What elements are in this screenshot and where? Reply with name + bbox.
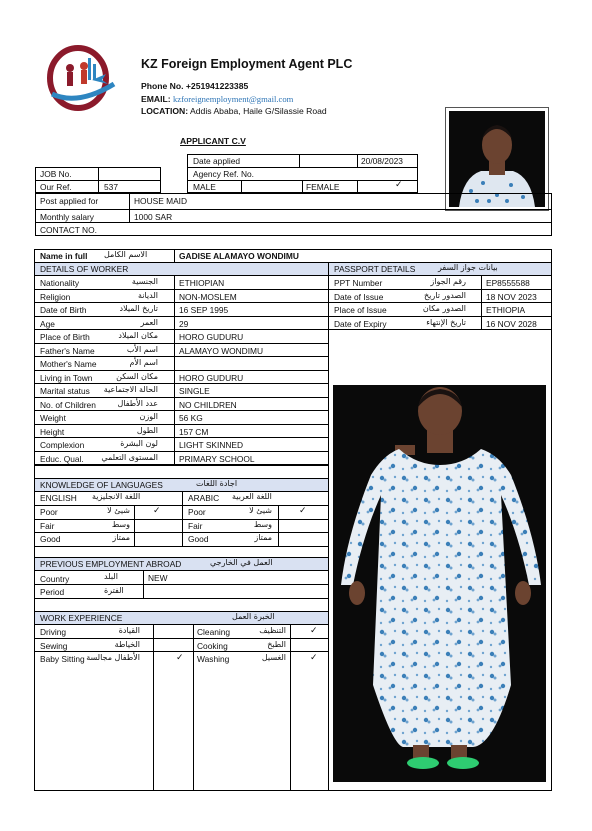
row-divider	[34, 397, 328, 398]
our-ref-value: 537	[104, 182, 118, 192]
female-label: FEMALE	[306, 182, 340, 192]
detail-value: SINGLE	[179, 386, 210, 396]
detail-label-ar: مكان الميلاد	[118, 331, 158, 340]
detail-label: Mother's Name	[40, 359, 97, 369]
detail-label: Living in Town	[40, 372, 93, 383]
experience-left-label: Driving	[40, 627, 67, 637]
passport-label: Place of Issue	[334, 305, 387, 315]
passport-label-ar: الصدور تاريخ	[424, 290, 466, 300]
passport-title: PASSPORT DETAILS	[334, 264, 416, 274]
detail-value: LIGHT SKINNED	[179, 440, 244, 450]
experience-left-ar: الأطفال مجالسة	[86, 653, 140, 663]
arabic-level-label: Fair	[188, 520, 203, 531]
detail-label: Place of Birth	[40, 332, 90, 342]
row-divider	[34, 532, 328, 533]
detail-value: 16 SEP 1995	[179, 305, 229, 315]
name-label-ar: الاسم الكامل	[104, 250, 148, 259]
passport-title-ar: بيانات جواز السفر	[438, 263, 498, 272]
row-divider	[34, 383, 328, 384]
experience-title-ar: الخبرة العمل	[232, 612, 275, 621]
arabic-level-label: Poor	[188, 507, 206, 517]
detail-label-ar: عدد الأطفال	[117, 398, 158, 408]
detail-value: 157 CM	[179, 426, 209, 437]
passport-label-ar: رقم الجواز	[430, 277, 466, 286]
row-divider	[34, 451, 328, 452]
location-line	[141, 107, 327, 116]
post-table	[35, 193, 552, 236]
row-divider	[34, 302, 328, 303]
detail-value: NO CHILDREN	[179, 399, 237, 410]
row-divider	[34, 410, 328, 411]
female-check-mark: ✓	[395, 180, 403, 190]
contact-label: CONTACT NO.	[40, 225, 97, 235]
row-divider	[34, 638, 328, 639]
detail-label-ar: العمر	[140, 317, 158, 327]
detail-label: Nationality	[40, 278, 80, 288]
detail-label: Age	[40, 318, 55, 329]
languages-title-ar: اجادة اللغات	[196, 479, 238, 488]
details-title: DETAILS OF WORKER	[40, 264, 129, 274]
experience-right-ar: التنظيف	[259, 626, 286, 635]
name-label: Name in full	[40, 251, 88, 261]
passport-value: 18 NOV 2023	[486, 291, 537, 302]
country-value: NEW	[148, 573, 168, 583]
experience-right-check: ✓	[310, 626, 318, 636]
row-divider	[34, 424, 328, 425]
detail-label-ar: المستوى التعلمي	[101, 452, 158, 462]
detail-label-ar: لون البشرة	[120, 439, 158, 448]
passport-value: EP8555588	[486, 278, 530, 288]
name-value: GADISE ALAMAYO WONDIMU	[179, 251, 299, 261]
detail-value: HORO GUDURU	[179, 372, 244, 383]
experience-title: WORK EXPERIENCE	[40, 613, 123, 623]
company-name: KZ Foreign Employment Agent PLC	[141, 57, 353, 71]
date-applied-value: 20/08/2023	[361, 156, 403, 166]
english-level-ar: شيئ لا	[107, 506, 130, 515]
passport-label-ar: الصدور مكان	[422, 304, 466, 313]
phone-value: +251941223385	[185, 81, 249, 91]
location-value: Addis Ababa, Haile G/Silassie Road	[190, 106, 327, 116]
country-label: Country	[40, 574, 70, 584]
doc-title: APPLICANT C.V	[180, 136, 246, 146]
passport-label: Date of Issue	[334, 291, 384, 302]
english-label-ar: اللغة الانجليزية	[92, 492, 141, 501]
english-level-label: Poor	[40, 507, 58, 517]
experience-right-label: Cooking	[197, 640, 228, 651]
detail-label-ar: مكان السكن	[116, 371, 158, 381]
detail-label-ar: الديانة	[137, 290, 158, 300]
row-divider	[34, 519, 328, 520]
period-label: Period	[40, 587, 65, 597]
agency-ref-label: Agency Ref. No.	[193, 169, 254, 179]
detail-label-ar: تاريخ الميلاد	[119, 304, 158, 313]
detail-label: Religion	[40, 291, 71, 302]
detail-label-ar: الحالة الاجتماعية	[103, 385, 158, 394]
passport-label-ar: تاريخ الإنتهاء	[426, 317, 466, 327]
location-label: LOCATION:	[141, 106, 189, 116]
row-divider	[328, 329, 552, 330]
passport-label: PPT Number	[334, 278, 383, 288]
english-level-check: ✓	[153, 506, 161, 516]
detail-value: PRIMARY SCHOOL	[179, 453, 255, 464]
passport-value: ETHIOPIA	[486, 305, 526, 315]
detail-label: No. of Children	[40, 399, 96, 410]
company-logo	[44, 40, 116, 118]
salary-label: Monthly salary	[40, 212, 94, 222]
phone-label: Phone No.	[141, 81, 184, 91]
experience-right-label: Washing	[197, 654, 230, 665]
row-divider	[328, 316, 552, 317]
experience-left-label: Sewing	[40, 640, 68, 651]
detail-label: Educ. Qual.	[40, 453, 84, 464]
detail-label-ar: الطول	[136, 425, 158, 435]
row-divider	[34, 289, 328, 290]
phone-line	[141, 82, 248, 91]
detail-value: 56 KG	[179, 413, 203, 423]
experience-left-ar: القيادة	[118, 626, 140, 635]
row-divider	[34, 316, 328, 317]
row-divider	[328, 289, 552, 290]
job-no-label: JOB No.	[40, 169, 72, 179]
salary-value: 1000 SAR	[134, 212, 173, 222]
country-label-ar: البلد	[104, 572, 118, 581]
row-divider	[34, 329, 328, 330]
email-link[interactable]: kzforeignemployment@gmail.com	[173, 94, 294, 104]
arabic-level-label: Good	[188, 534, 209, 545]
row-divider	[34, 370, 328, 371]
arabic-label: ARABIC	[188, 493, 220, 503]
full-body-photo	[333, 385, 546, 782]
post-value: HOUSE MAID	[134, 196, 188, 206]
detail-label: Marital status	[40, 386, 90, 396]
english-level-label: Good	[40, 534, 61, 545]
male-label: MALE	[193, 182, 216, 192]
experience-left-ar: الخياطة	[114, 639, 140, 649]
detail-value: NON-MOSLEM	[179, 291, 237, 302]
passport-value: 16 NOV 2028	[486, 318, 537, 329]
our-ref-label: Our Ref.	[40, 182, 72, 192]
english-level-label: Fair	[40, 520, 55, 531]
english-label: ENGLISH	[40, 493, 77, 503]
row-divider	[34, 356, 328, 357]
detail-label: Weight	[40, 413, 66, 423]
arabic-level-ar: وسط	[253, 519, 272, 529]
row-divider	[34, 437, 328, 438]
previous-title-ar: العمل في الخارجي	[210, 558, 273, 567]
experience-left-check: ✓	[176, 653, 184, 664]
detail-label: Complexion	[40, 440, 85, 450]
detail-value: HORO GUDURU	[179, 332, 244, 342]
date-applied-label: Date applied	[193, 156, 241, 166]
detail-label-ar: اسم الأب	[126, 344, 158, 354]
experience-right-ar: الغسيل	[261, 653, 286, 663]
row-divider	[34, 343, 328, 344]
detail-label: Date of Birth	[40, 305, 87, 315]
arabic-label-ar: اللغة العربية	[232, 492, 272, 501]
row-divider	[328, 302, 552, 303]
detail-label: Height	[40, 426, 65, 437]
languages-title: KNOWLEDGE OF LANGUAGES	[40, 480, 163, 490]
previous-title: PREVIOUS EMPLOYMENT ABROAD	[40, 559, 182, 569]
row-divider	[34, 651, 328, 652]
detail-value: ETHIOPIAN	[179, 278, 225, 288]
english-level-ar: ممتاز	[112, 533, 130, 543]
detail-label-ar: الوزن	[139, 412, 158, 421]
detail-value: 29	[179, 318, 189, 329]
arabic-level-check: ✓	[299, 506, 307, 516]
experience-right-label: Cleaning	[197, 627, 231, 637]
detail-label-ar: اسم الأم	[129, 358, 158, 367]
email-label: EMAIL:	[141, 94, 171, 104]
detail-label: Father's Name	[40, 345, 95, 356]
english-level-ar: وسط	[111, 519, 130, 529]
experience-right-ar: الطبخ	[267, 639, 286, 649]
experience-left-label: Baby Sitting	[40, 654, 85, 665]
experience-right-check: ✓	[310, 653, 318, 664]
period-label-ar: الفترة	[104, 586, 124, 595]
email-line	[141, 95, 293, 104]
post-label: Post applied for	[40, 196, 99, 206]
arabic-level-ar: ممتاز	[254, 533, 272, 543]
detail-value: ALAMAYO WONDIMU	[179, 345, 264, 356]
arabic-level-ar: شيئ لا	[249, 506, 272, 515]
passport-label: Date of Expiry	[334, 318, 387, 329]
detail-label-ar: الجنسية	[131, 277, 158, 286]
